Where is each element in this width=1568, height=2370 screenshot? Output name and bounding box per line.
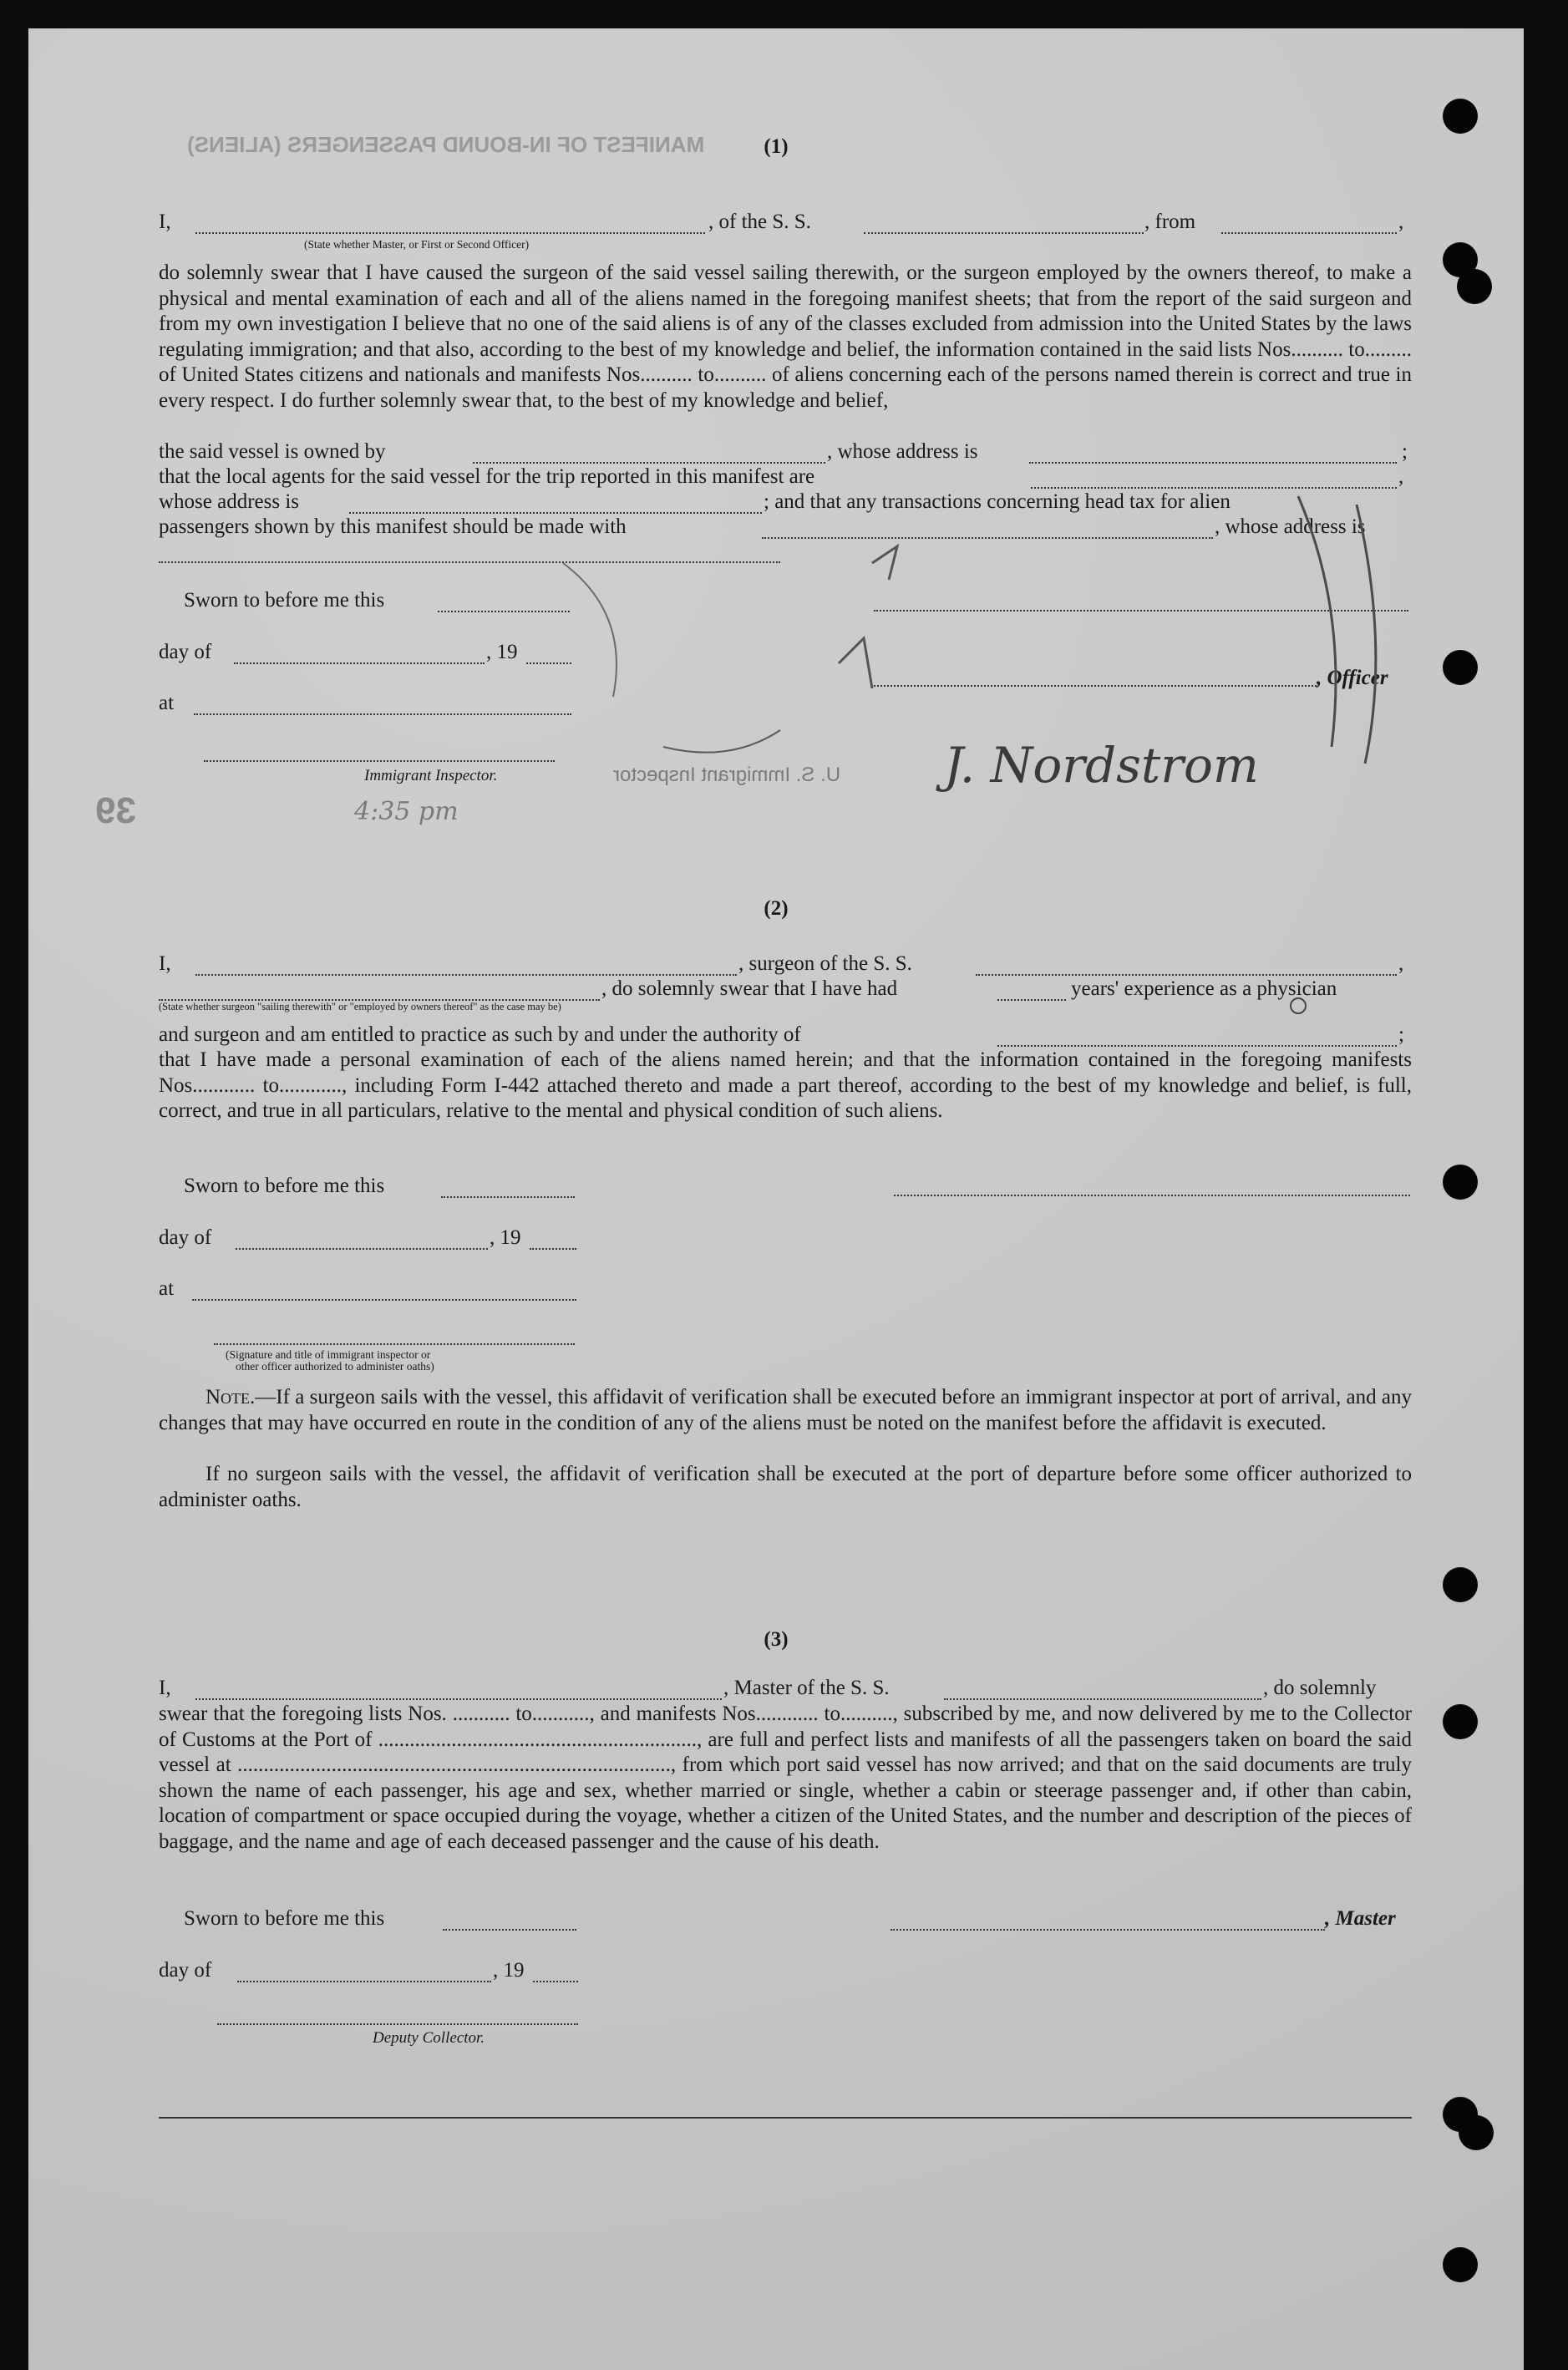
deputy-collector-label: Deputy Collector. xyxy=(373,2029,485,2047)
punch-hole xyxy=(1443,2247,1478,2282)
owned-by-label: the said vessel is owned by xyxy=(159,440,386,463)
section-2-paragraph: that I have made a personal examination of each of the aliens named herein; and that the information contained in the foregoing manifests Nos............ to............, including Form I-442 attached thereto and made a part thereof, according to the best of my knowledge and belief, is full, correct, and true in all particulars, relative to the mental and physical condition of such aliens. xyxy=(159,1048,1412,1122)
master-of-ss-label: , Master of the S. S. xyxy=(723,1677,890,1699)
pen-stroke xyxy=(1298,496,1336,747)
handwritten-marks xyxy=(28,28,1524,2370)
signature-note-1: (Signature and title of immigrant inspector or xyxy=(226,1348,431,1361)
day-of-label: day of xyxy=(159,1959,212,1982)
pen-stroke xyxy=(663,730,780,753)
solemnly-label: , do solemnly xyxy=(1263,1677,1377,1699)
authority-text: and surgeon and am entitled to practice as such by and under the authority of xyxy=(159,1023,801,1046)
signature-note-2: other officer authorized to administer oaths) xyxy=(236,1360,434,1373)
handwritten-time-note: 4:35 pm xyxy=(354,797,459,826)
pen-stroke xyxy=(563,563,617,697)
note-paragraph-2: If no surgeon sails with the vessel, the affidavit of verification shall be executed at the port of departure before some officer authorized to administer oaths. xyxy=(159,1463,1412,1511)
from-label: , from xyxy=(1144,211,1196,233)
line-end: , xyxy=(1398,952,1404,975)
punch-hole xyxy=(1443,1165,1478,1200)
officer-label: , Officer xyxy=(1317,667,1388,689)
transactions-text: ; and that any transactions concerning head tax for alien xyxy=(764,490,1231,513)
page-number-bleedthrough: 39 xyxy=(95,790,136,831)
day-of-label: day of xyxy=(159,1226,212,1249)
check-mark xyxy=(872,546,897,580)
at-label: at xyxy=(159,1277,175,1300)
punch-hole xyxy=(1443,1704,1478,1739)
section-1-oath-paragraph: do solemnly swear that I have caused the surgeon of the said vessel sailing therewith, or the surgeon employed by the owners thereof, to make a physical and mental examination of each and all of the aliens named in the foregoing manifest sheets; that from the report of the said surgeon and from my own investigation I believe that no one of the said aliens is of any of the classes excluded from admission into the United States by the laws regulating immigration; and that also, according to the best of my knowledge and belief, the information contained in the said lists Nos.......... to......... of United States citizens and nationals and manifests Nos.......... to.......... of aliens concerning each of the persons named therein is correct and true in every respect. I do further solemnly swear that, to the best of my knowledge and belief, xyxy=(159,261,1412,412)
line-end: , xyxy=(1398,211,1404,233)
section-1-number: (1) xyxy=(764,135,789,158)
document-page xyxy=(28,28,1524,2370)
text: I, xyxy=(159,211,171,233)
punch-hole xyxy=(1459,2115,1494,2150)
year-label: , 19 xyxy=(493,1959,525,1982)
punch-hole xyxy=(1443,1567,1478,1602)
sworn-label: Sworn to before me this xyxy=(184,1175,385,1197)
inspector-stamp: U. S. Immigrant Inspector xyxy=(613,764,841,786)
agents-end: , xyxy=(1398,465,1404,488)
punch-hole xyxy=(1457,269,1492,304)
year-label: , 19 xyxy=(490,1226,521,1249)
punch-hole xyxy=(1443,99,1478,134)
agents-label: that the local agents for the said vessel for the trip reported in this manifest are xyxy=(159,465,815,488)
at-label: at xyxy=(159,692,175,714)
section-3-number: (3) xyxy=(764,1628,789,1651)
owned-end: ; xyxy=(1402,440,1408,463)
agent-address-label: whose address is xyxy=(159,490,300,513)
note-label: Note. xyxy=(206,1386,256,1408)
handwritten-signature: J. Nordstrom xyxy=(944,737,1259,794)
sworn-label: Sworn to before me this xyxy=(184,589,385,612)
experience-text: , do solemnly swear that I have had xyxy=(601,977,898,1000)
passengers-label: passengers shown by this manifest should be made with xyxy=(159,515,627,538)
note-text: —If a surgeon sails with the vessel, this affidavit of verification shall be executed before an immigrant inspector at port of arrival, and any changes that may have occurred en route in the condition of any of the aliens must be noted on the manifest before the affidavit is executed. xyxy=(159,1386,1412,1434)
sworn-label: Sworn to before me this xyxy=(184,1907,385,1930)
section-2-number: (2) xyxy=(764,897,789,920)
section-2-line-1: I, xyxy=(159,952,171,975)
year-label: , 19 xyxy=(486,641,518,663)
section-3-paragraph: swear that the foregoing lists Nos. ........... to..........., and manifests Nos............ to.........., subscribed by me, and now delivered by me to the Collector of Customs at the Port of ............................................................., are full and perfect lists and manifests of all the passengers taken on board the said vessel at ..................................................................................., from which port said vessel has now arrived; and that on the said documents are truly shown the name of each passenger, his age and sex, whether married or single, whether a cabin or steerage passenger and, if other than cabin, location of compartment or space occupied during the voyage, whether a citizen of the United States, and the number and description of the pieces of baggage, and the name and age of each deceased passenger and the cause of his death. xyxy=(159,1703,1412,1853)
section-3-line-1: I, xyxy=(159,1677,171,1699)
surgeon-status-note: (State whether surgeon "sailing therewith" or "employed by owners thereof" as the case may be) xyxy=(159,1001,561,1012)
pen-stroke xyxy=(1357,505,1376,764)
punch-hole xyxy=(1443,650,1478,685)
mirrored-header-bleedthrough: MANIFEST OF IN-BOUND PASSENGERS (ALIENS) xyxy=(187,132,705,157)
passengers-end: , whose address is xyxy=(1215,515,1366,538)
ink-mark xyxy=(1291,998,1306,1013)
day-of-label: day of xyxy=(159,641,212,663)
immigrant-inspector-label: Immigrant Inspector. xyxy=(364,767,498,784)
check-mark xyxy=(839,638,872,688)
master-label: , Master xyxy=(1325,1907,1396,1930)
authority-end: ; xyxy=(1398,1023,1404,1046)
owner-address-label: , whose address is xyxy=(827,440,978,463)
surgeon-of-ss-label: , surgeon of the S. S. xyxy=(738,952,912,975)
officer-rank-note: (State whether Master, or First or Second Officer) xyxy=(304,238,530,251)
experience-text-b: years' experience as a physician xyxy=(1071,977,1337,1000)
of-ss-label: , of the S. S. xyxy=(708,211,811,233)
